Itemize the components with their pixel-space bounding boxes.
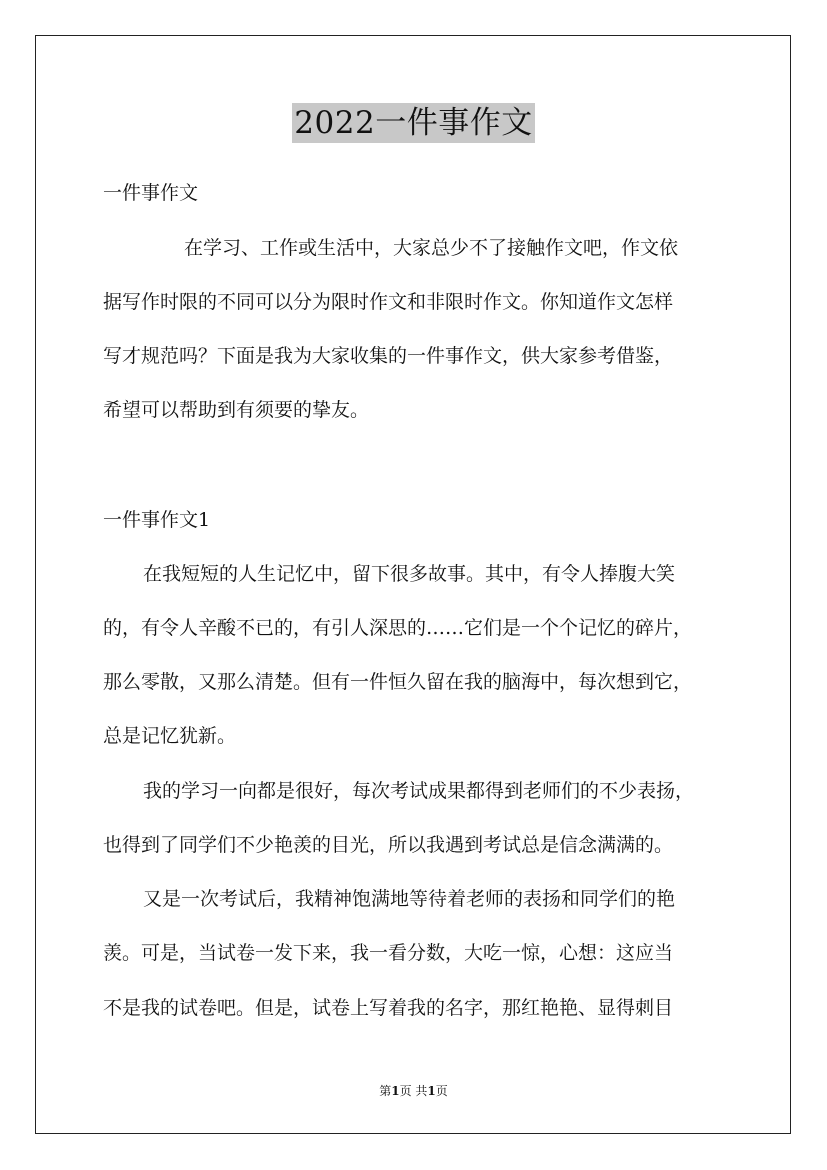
- body-line-1: 在我短短的人生记忆中，留下很多故事。其中，有令人捧腹大笑: [143, 563, 676, 585]
- intro-line-2: 据写作时限的不同可以分为限时作文和非限时作文。你知道作文怎样: [103, 291, 674, 313]
- body-line-7: 又是一次考试后，我精神饱满地等待着老师的表扬和同学们的艳: [143, 888, 676, 910]
- document-title: 2022一件事作文: [294, 105, 533, 141]
- body-line-2: 的，有令人辛酸不已的，有引人深思的……它们是一个个记忆的碎片，: [103, 617, 693, 639]
- title-container: [0, 103, 827, 143]
- body-line-4: 总是记忆犹新。: [103, 725, 237, 747]
- section-heading: 一件事作文: [103, 182, 199, 204]
- intro-line-1: 在学习、工作或生活中，大家总少不了接触作文吧，作文依: [184, 237, 679, 259]
- current-page-number: 1: [391, 1084, 400, 1098]
- section-heading-1: 一件事作文1: [103, 509, 211, 531]
- footer-pre: 第: [379, 1084, 392, 1098]
- intro-line-3: 写才规范吗？下面是我为大家收集的一件事作文，供大家参考借鉴，: [103, 345, 674, 367]
- body-line-3: 那么零散，又那么清楚。但有一件恒久留在我的脑海中，每次想到它，: [103, 671, 693, 693]
- body-line-5: 我的学习一向都是很好，每次考试成果都得到老师们的不少表扬，: [143, 780, 695, 802]
- body-line-6: 也得到了同学们不少艳羡的目光，所以我遇到考试总是信念满满的。: [103, 834, 674, 856]
- footer-mid: 页 共: [399, 1084, 428, 1098]
- total-page-number: 1: [427, 1084, 436, 1098]
- footer-post: 页: [435, 1084, 448, 1098]
- intro-line-4: 希望可以帮助到有须要的挚友。: [103, 399, 370, 421]
- page-footer: [0, 1083, 827, 1099]
- body-line-9: 不是我的试卷吧。但是，试卷上写着我的名字，那红艳艳、显得刺目: [103, 997, 674, 1019]
- body-line-8: 羡。可是，当试卷一发下来，我一看分数，大吃一惊，心想：这应当: [103, 942, 674, 964]
